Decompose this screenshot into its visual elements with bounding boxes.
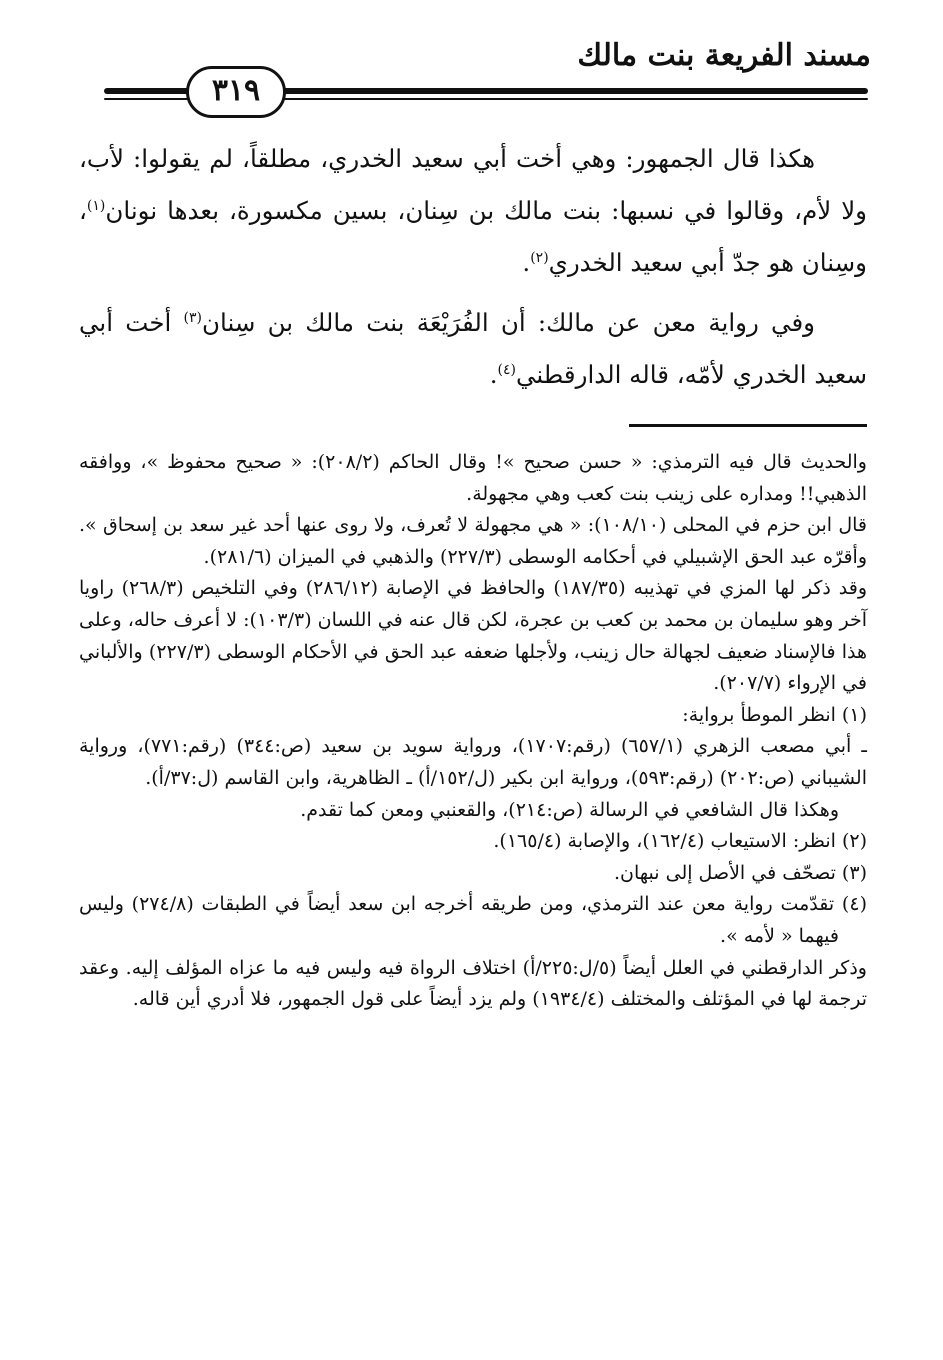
paragraph-1 [79, 133, 867, 289]
running-title: مسند الفريعة بنت مالك [577, 38, 871, 73]
p2-text-b: أخت أبي سعيد الخدري لأمّه، قاله الدارقطني [79, 308, 867, 389]
footnote-3: (٣) تصحّف في الأصل إلى نبهان. [614, 861, 867, 884]
footnotes [79, 447, 867, 1016]
footnote-separator [629, 424, 867, 427]
p1-text-a: هكذا قال الجمهور: وهي أخت أبي سعيد الخدري، مطلقاً، لم يقولوا: لأب، ولا لأم، وقالوا في نسبها: بنت مالك بن سِنان، بسين مكسورة، بعدها نونان [79, 144, 867, 225]
footnote-continuation-3: وقد ذكر لها المزي في تهذيبه (١٨٧/٣٥) والحافظ في الإصابة (٢٨٦/١٢) وفي التلخيص (٢٦٨/٣) راويا آخر وهو سليمان بن محمد بن كعب بن عجرة، لكن قال عنه في اللسان (١٠٣/٣): لا أعرف حاله، وعلى هذا فالإسناد ضعيف لجهالة حال زينب، ولأجلها ضعفه عبد الحق في الأحكام الوسطى (٢٢٧/٣) والألباني في الإرواء (٢٠٧/٧). [79, 577, 867, 695]
p2-text-a: وفي رواية معن عن مالك: أن الفُرَيْعَة بنت مالك بن سِنان [201, 308, 816, 337]
footnote-ref-3: (٣) [183, 309, 202, 326]
p1-text-c: . [522, 248, 531, 277]
main-text [79, 133, 867, 401]
footnote-1-tail: وهكذا قال الشافعي في الرسالة (ص:٢١٤)، والقعنبي ومعن كما تقدم. [300, 798, 839, 821]
footnote-4: (٤) تقدّمت رواية معن عند الترمذي، ومن طريقه أخرجه ابن سعد أيضاً في الطبقات (٢٧٤/٨) وليس فيهما « لأمه ». [79, 893, 867, 947]
footnote-4-tail: وذكر الدارقطني في العلل أيضاً (٥/ل:٢٢٥/أ) اختلاف الرواة فيه وليس فيه ما عزاه المؤلف إليه. وعقد ترجمة لها في المؤتلف والمختلف (١٩٣٤/٤) ولم يزد أيضاً على قول الجمهور، فلا أدري أين قاله. [79, 956, 867, 1011]
page-number: ٣١٩ [186, 66, 286, 118]
footnote-1-head: (١) انظر الموطأ برواية: [682, 703, 867, 726]
paragraph-2 [79, 297, 867, 401]
footnote-continuation-1: والحديث قال فيه الترمذي: « حسن صحيح »! وقال الحاكم (٢٠٨/٢): « صحيح محفوظ »، ووافقه الذهبي!! ومداره على زينب بنت كعب وهي مجهولة. [79, 451, 867, 505]
footnote-ref-1: (١) [86, 197, 106, 214]
footnote-ref-4: (٤) [497, 361, 516, 378]
p2-text-c: . [489, 360, 498, 389]
p1-text-b: ، وسِنان هو جدّ أبي سعيد الخدري [79, 196, 867, 277]
footnote-1-body: ـ أبي مصعب الزهري (٦٥٧/١) (رقم:١٧٠٧)، ورواية سويد بن سعيد (ص:٣٤٤) (رقم:٧٧١)، ورواية الشيباني (ص:٢٠٢) (رقم:٥٩٣)، ورواية ابن بكير (ل/١٥٢/أ) ـ الظاهرية، وابن القاسم (ل:٣٧/أ). [79, 735, 867, 789]
footnote-continuation-2: قال ابن حزم في المحلى (١٠٨/١٠): « هي مجهولة لا تُعرف، ولا روى عنها أحد غير سعد بن إسحاق ». وأقرّه عبد الحق الإشبيلي في أحكامه الوسطى (٢٢٧/٣) والذهبي في الميزان (٢٨١/٦). [79, 514, 867, 568]
footnote-2: (٢) انظر: الاستيعاب (١٦٢/٤)، والإصابة (١٦٥/٤). [493, 830, 867, 853]
footnote-ref-2: (٢) [530, 249, 549, 266]
